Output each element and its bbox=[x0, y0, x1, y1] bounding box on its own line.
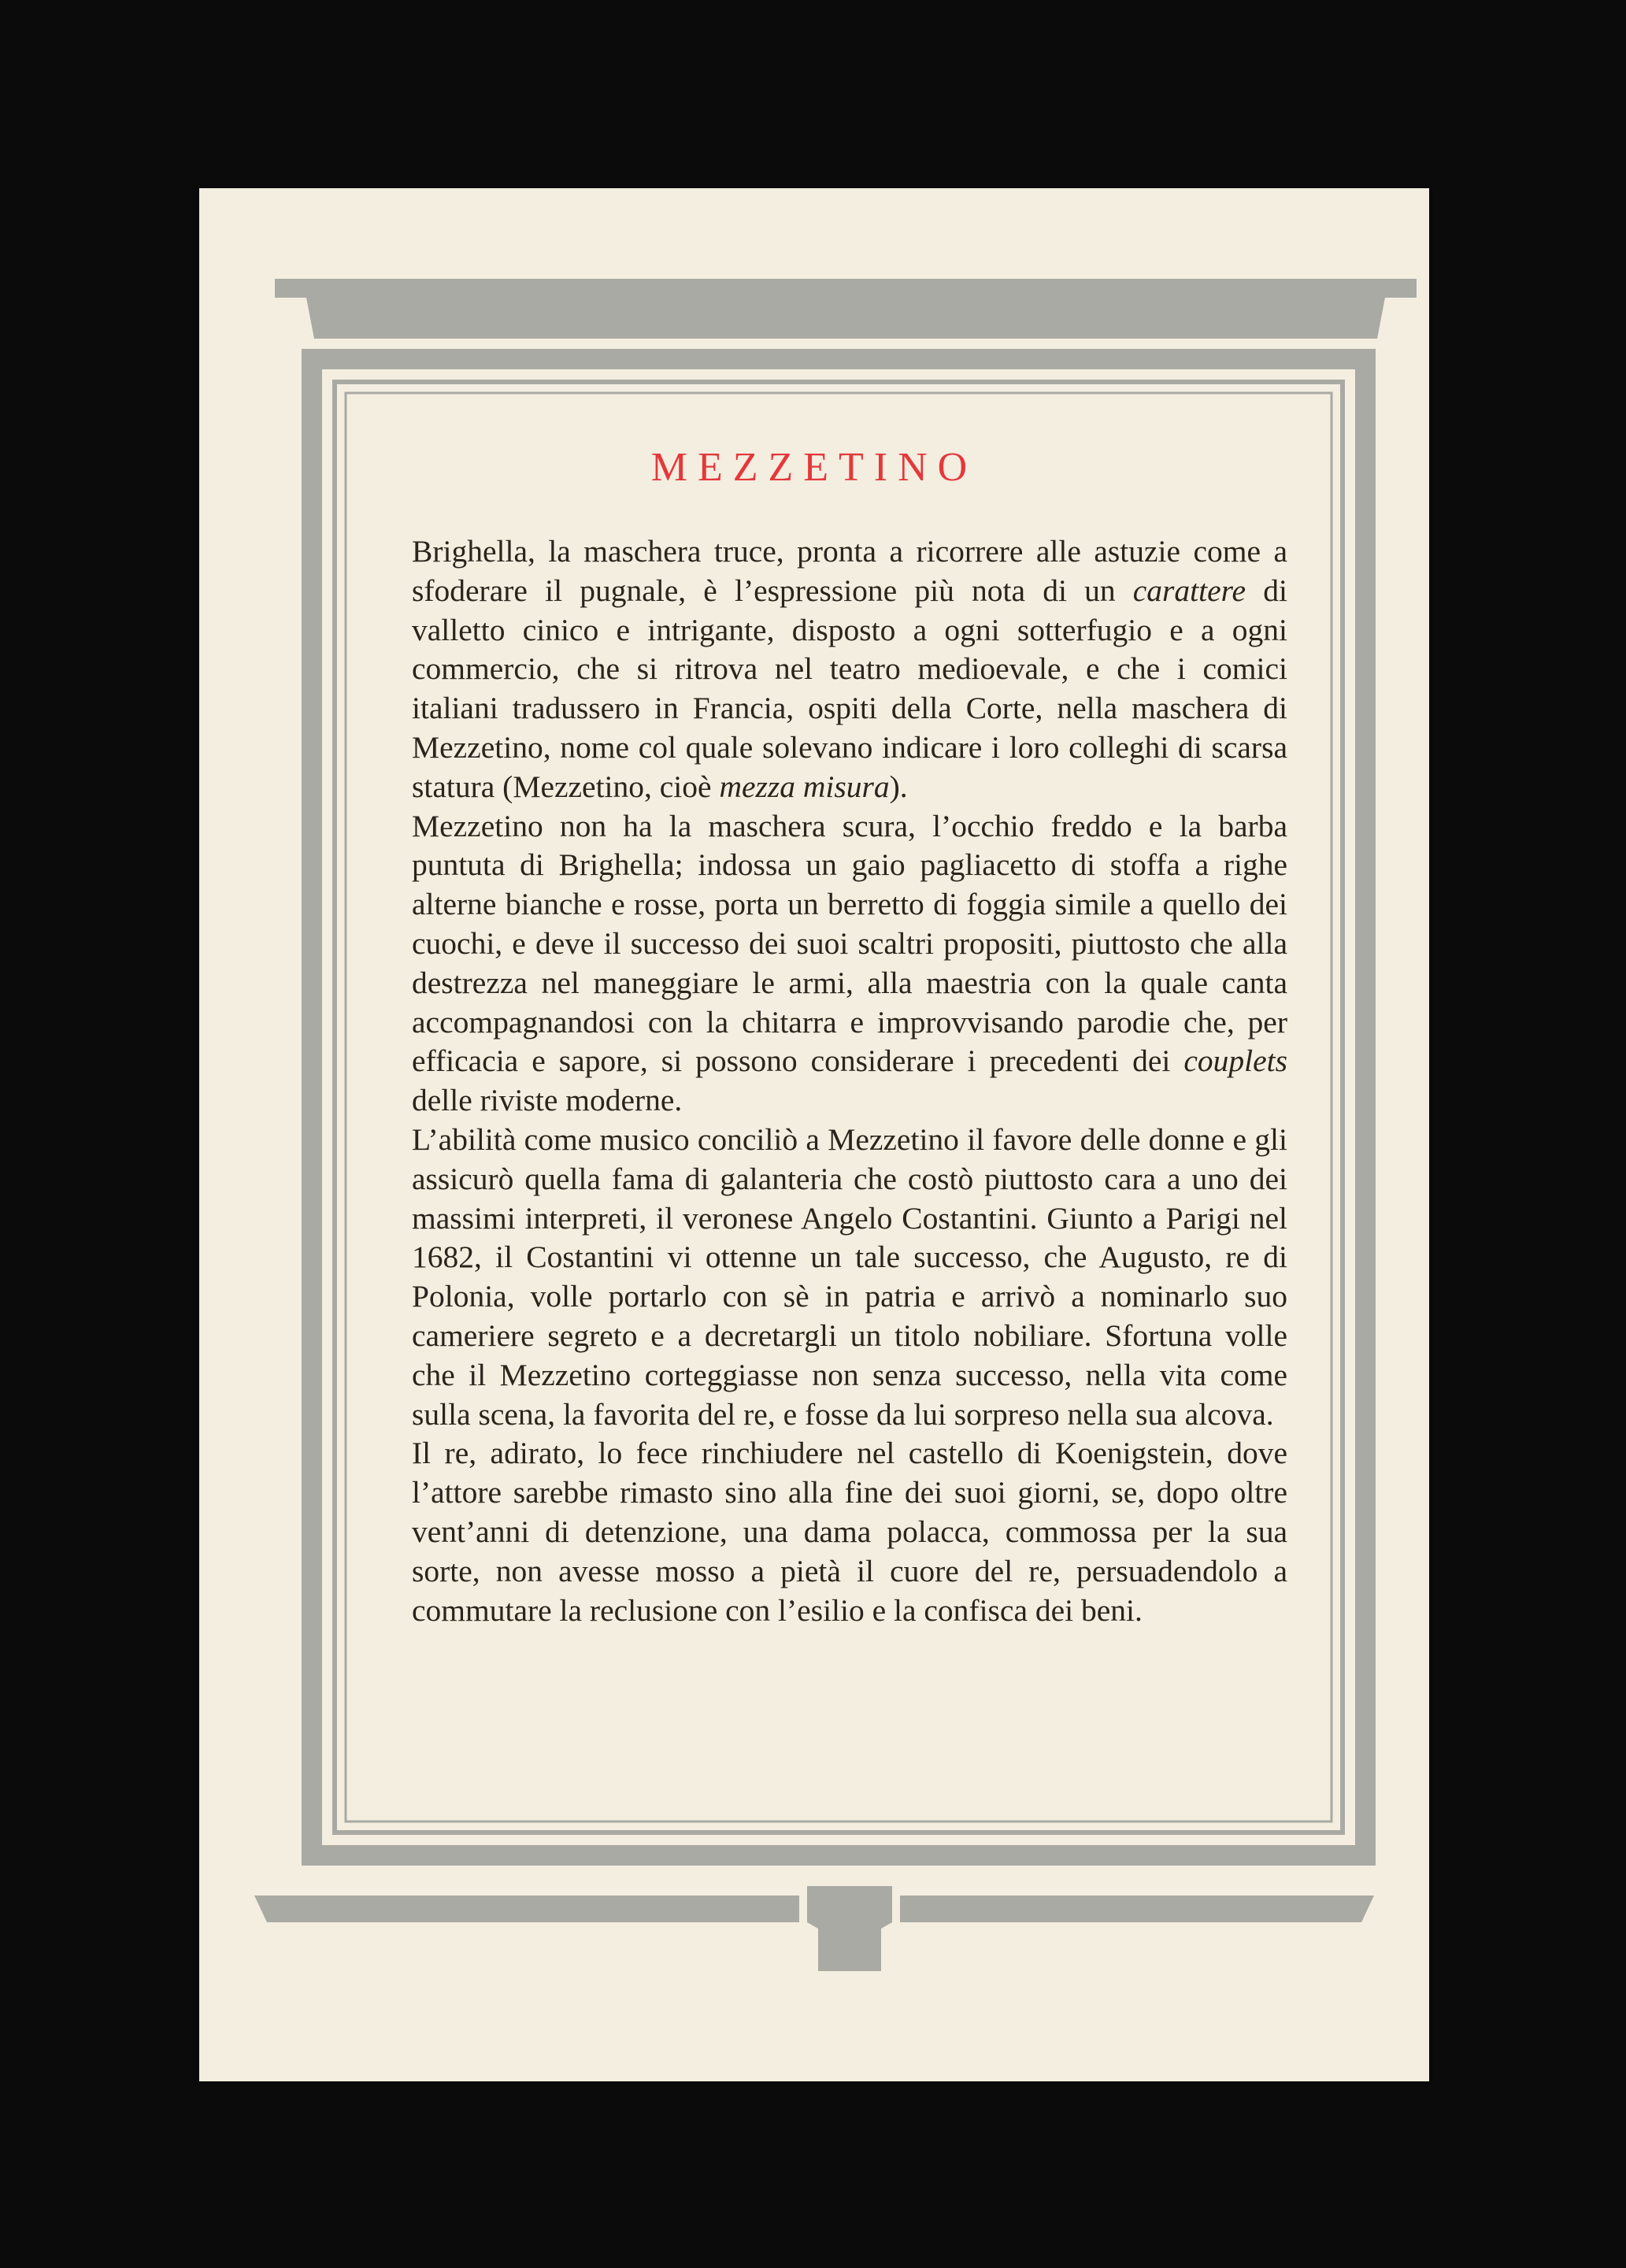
paragraph-2-text-b: delle riviste moderne. bbox=[412, 1083, 683, 1118]
body-text bbox=[412, 532, 1287, 1630]
paragraph-1-text-b: di valletto cinico e intrigante, disposto a ogni sotterfugio e a ogni commercio, che si ritrova nel teatro medioevale, e che i comici italiani tradussero in Francia, ospiti della Corte, nella maschera di Mezzetino, nome col quale solevano indicare i loro colleghi di scarsa statura (Mezzetino, cioè bbox=[412, 573, 1287, 804]
italic-term-couplets: couplets bbox=[1183, 1043, 1287, 1079]
top-capital bbox=[306, 298, 1385, 339]
bottom-base-left bbox=[254, 1896, 799, 1922]
top-cornice-bar bbox=[275, 279, 1417, 298]
paragraph-3-text: L’abilità come musico conciliò a Mezzetino il favore delle donne e gli assicurò quella fama di galanteria che costò piuttosto cara a uno dei massimi interpreti, il veronese Angelo Costantini. Giunto a Parigi nel 1682, il Costantini vi ottenne un tale successo, che Augusto, re di Polonia, volle portarlo con sè in patria e arrivò a nominarlo suo cameriere segreto e a decretargli un titolo nobiliare. Sfortuna volle che il Mezzetino corteggiasse non senza successo, nella vita come sulla scena, la favorita del re, e fosse da lui sorpreso nella sua alcova. bbox=[412, 1121, 1287, 1432]
outer-border-bottom bbox=[302, 1845, 1376, 1866]
bottom-keystone bbox=[807, 1886, 892, 1971]
paragraph-2-text-a: Mezzetino non ha la maschera scura, l’occhio freddo e la barba puntuta di Brighella; indossa un gaio pagliacetto di stoffa a righe alterne bianche e rosse, porta un berretto di foggia simile a quello dei cuochi, e deve il successo dei suoi scaltri propositi, piuttosto che alla destrezza nel maneggiare le armi, alla maestria con la quale canta accompagnandosi con la chitarra e improvvisando parodie che, per efficacia e sapore, si possono considerare i precedenti dei bbox=[412, 808, 1287, 1079]
outer-border-top bbox=[302, 349, 1376, 369]
paragraph-2 bbox=[412, 807, 1287, 1121]
paragraph-4-text: Il re, adirato, lo fece rinchiudere nel castello di Koenigstein, dove l’attore sarebbe rimasto sino alla fine dei suoi giorni, se, dopo oltre vent’anni di detenzione, una dama polacca, commossa per la sua sorte, non avesse mosso a pietà il cuore del re, persuadendolo a commutare la reclusione con l’esilio e la confisca dei beni. bbox=[412, 1436, 1287, 1628]
printed-card bbox=[199, 188, 1429, 2081]
outer-border-right bbox=[1355, 349, 1376, 1866]
paragraph-1-text-a: Brighella, la maschera truce, pronta a ricorrere alle astuzie come a sfoderare il pugnale, è l’espressione più nota di un bbox=[412, 534, 1287, 608]
paragraph-4 bbox=[412, 1434, 1287, 1630]
bottom-base-right bbox=[900, 1896, 1374, 1922]
italic-term-mezza-misura: mezza misura bbox=[719, 769, 890, 804]
outer-border-left bbox=[302, 349, 322, 1866]
paragraph-3 bbox=[412, 1121, 1287, 1434]
italic-term-carattere: carattere bbox=[1132, 573, 1246, 608]
paragraph-1-text-c: ). bbox=[889, 769, 908, 804]
card-title: MEZZETINO bbox=[650, 445, 978, 490]
paragraph-1 bbox=[412, 532, 1287, 807]
